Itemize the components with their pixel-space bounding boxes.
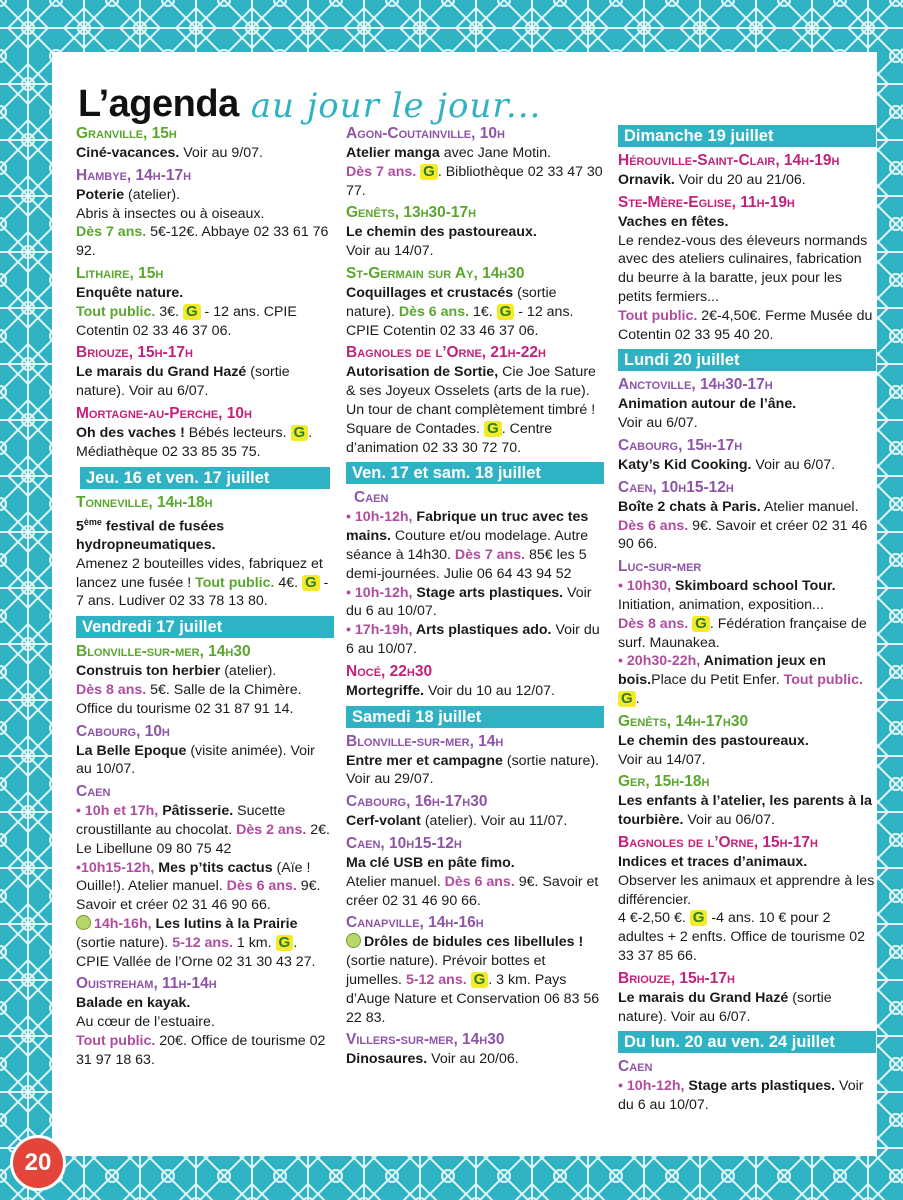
event-title: Ornavik. — [618, 172, 675, 188]
event-text: Initiation, animation, exposition... — [618, 596, 824, 613]
event-text: 9€. Savoir et créer 02 31 46 90 66. — [76, 878, 321, 914]
event-text: Voir du 6 au 10/07. — [346, 584, 592, 620]
event-time: • 17h-19h, — [346, 622, 416, 639]
event-text: Voir du 6 au 10/07. — [618, 1078, 864, 1114]
event-place: Cabourg, 15h-17h — [618, 436, 743, 454]
event-text: Le rendez-vous des éleveurs normands avec des ateliers culinaires, fabrication du beurre à la baratte, jeux pour les petits fermiers... — [618, 232, 868, 305]
event-place: Ouistreham, 11h-14h — [76, 975, 217, 993]
event-title: Construis ton herbier — [76, 663, 221, 680]
event-entry — [346, 124, 604, 200]
event-place: Genêts, 13h30-17h — [346, 204, 477, 222]
age-label: Dès 6 ans. — [398, 303, 470, 320]
event-title: Coquillages et crustacés — [346, 284, 514, 301]
age-label: Dès 8 ans. — [618, 615, 689, 632]
event-text: 20€. Office de tourisme 02 31 97 18 63. — [76, 1033, 326, 1068]
event-title: Ciné-vacances. — [76, 145, 180, 161]
event-title: Arts plastiques ado. — [415, 622, 552, 639]
free-g-icon: G — [302, 575, 320, 591]
event-title: Stage arts plastiques. — [416, 584, 564, 601]
event-title: Katy’s Kid Cooking. — [618, 456, 752, 473]
event-place: Cabourg, 16h-17h30 — [346, 793, 488, 811]
event-place: Tonneville, 14h-18h — [76, 493, 213, 511]
column-2 — [346, 124, 604, 1072]
event-entry — [346, 264, 604, 340]
event-text: Voir au 6/07. — [618, 415, 698, 432]
event-place: Caen, 10h15-12h — [618, 478, 734, 496]
event-text: Au cœur de l’estuaire. — [76, 1014, 215, 1031]
event-text: . Bibliothèque 02 33 47 30 77. — [346, 163, 603, 199]
event-place: Caen — [354, 489, 389, 507]
event-title: Le marais du Grand Hazé — [76, 364, 247, 381]
date-banner: Jeu. 16 et ven. 17 juillet — [80, 467, 330, 489]
event-title: Le chemin des pastoureaux. — [618, 732, 809, 749]
event-place: Caen — [618, 1058, 653, 1076]
free-g-icon: G — [618, 691, 636, 707]
free-g-icon: G — [484, 421, 502, 437]
event-text: 85€ les 5 demi-journées. Julie 06 64 43 94 52 — [346, 546, 587, 582]
event-time: • 10h-12h, — [346, 509, 417, 526]
event-text: Atelier manuel. — [346, 873, 445, 890]
event-text: 4€. — [274, 574, 303, 591]
event-entry — [618, 1057, 876, 1115]
event-text: Observer les animaux et apprendre à les différencier. — [618, 872, 875, 908]
date-banner: Ven. 17 et sam. 18 juillet — [346, 462, 604, 484]
event-time: • 10h-12h, — [618, 1078, 689, 1095]
event-text: Voir du 10 au 12/07. — [424, 682, 555, 699]
event-title: Atelier manga — [346, 145, 440, 161]
event-time: • 10h-12h, — [346, 584, 417, 601]
event-title: Le chemin des pastoureaux. — [346, 224, 537, 241]
event-text: Voir au 14/07. — [618, 751, 706, 768]
event-place: Canapville, 14h-16h — [346, 914, 484, 932]
event-title: Le marais du Grand Hazé — [618, 989, 789, 1006]
event-entry — [76, 722, 334, 780]
page-number-badge: 20 — [10, 1135, 66, 1191]
event-text: 5€-12€. Abbaye 02 33 61 76 92. — [76, 224, 329, 260]
event-place: Bagnoles de l’Orne, 15h-17h — [618, 833, 818, 851]
event-entry — [76, 343, 334, 401]
age-label: Dès 8 ans. — [76, 682, 147, 699]
event-place: Anctoville, 14h30-17h — [618, 376, 773, 394]
event-text: Voir du 20 au 21/06. — [674, 172, 806, 188]
age-label: Dès 7 ans. — [346, 163, 417, 180]
date-banner: Du lun. 20 au ven. 24 juillet — [618, 1031, 876, 1053]
event-entry — [346, 662, 604, 701]
event-text: 2€-4,50€. Ferme Musée du Cotentin 02 33 95 40 20. — [618, 307, 873, 343]
event-title: Animation jeux en bois. — [618, 653, 826, 689]
event-text: - 12 ans. CPIE Cotentin 02 33 46 37 06. — [76, 303, 297, 339]
event-entry — [618, 772, 876, 830]
event-text: Bébés lecteurs. — [184, 424, 287, 441]
event-place: Genêts, 14h-17h30 — [618, 712, 749, 730]
event-text: Abris à insectes ou à oiseaux. — [76, 205, 265, 222]
event-text: (sortie nature). — [76, 934, 173, 951]
event-title: Les lutins à la Prairie — [155, 916, 298, 933]
event-title: Autorisation de Sortie, — [346, 364, 499, 381]
event-entry — [618, 375, 876, 433]
age-label: Dès 7 ans. — [454, 546, 526, 563]
event-title: festival de fusées hydropneumatiques. — [76, 518, 225, 554]
event-place: Cabourg, 10h — [76, 722, 170, 740]
event-title: Fabrique un truc avec tes mains. — [346, 509, 589, 545]
event-text: Place du Petit Enfer. — [651, 672, 784, 689]
event-title: Dinosaures. — [346, 1051, 428, 1068]
event-text: Square de Contades. — [346, 420, 485, 437]
column-1 — [76, 124, 334, 1073]
date-banner: Lundi 20 juillet — [618, 349, 876, 371]
free-g-icon: G — [291, 425, 309, 441]
event-text: 9€. Savoir et créer 02 31 46 90 66. — [618, 517, 868, 553]
event-text: (sortie nature). Voir au 6/07. — [618, 989, 832, 1025]
event-entry — [76, 264, 334, 340]
event-entry — [618, 478, 876, 554]
event-entry — [76, 642, 334, 718]
event-entry — [346, 1030, 604, 1069]
event-title: Cerf-volant — [346, 813, 421, 830]
page-subtitle: au jour le jour... — [250, 86, 542, 126]
age-label: 5-12 ans. — [172, 934, 233, 951]
event-text: Voir au 20/06. — [427, 1051, 519, 1068]
event-text: Voir au 06/07. — [683, 812, 775, 829]
page-title: L’agenda — [78, 83, 239, 125]
event-place: Caen — [76, 783, 111, 801]
superscript: ème — [83, 516, 102, 527]
event-text: (atelier). — [220, 663, 277, 680]
event-text: Couture et/ou modelage. Autre séance à 14h30. — [346, 528, 589, 563]
event-title: Enquête nature. — [76, 284, 184, 301]
event-title: Ma clé USB en pâte fimo. — [346, 854, 515, 871]
event-text: (Aïe ! Ouille!). Atelier manuel. — [76, 859, 311, 895]
event-text: (sortie nature). Prévoir bottes et jumelles. — [346, 953, 546, 988]
event-place: Agon-Coutainville, 10h — [346, 125, 505, 142]
date-banner: Vendredi 17 juillet — [76, 616, 334, 638]
event-time: • 10h30, — [618, 578, 676, 595]
event-entry — [346, 792, 604, 831]
event-title: Oh des vaches ! — [76, 424, 185, 441]
event-title: Mes p’tits cactus — [158, 859, 273, 876]
event-place: Caen, 10h15-12h — [346, 834, 462, 852]
event-text: Sucette croustillante au chocolat. — [76, 803, 286, 839]
free-g-icon: G — [692, 616, 710, 632]
event-place: Villers-sur-mer, 14h30 — [346, 1031, 505, 1049]
age-label: Dès 6 ans. — [444, 873, 515, 890]
event-entry — [346, 488, 604, 658]
event-text: 3€. — [155, 303, 183, 320]
event-title: Boîte 2 chats à Paris. — [618, 498, 761, 515]
event-entry — [76, 782, 334, 971]
event-text: Voir au 14/07. — [346, 243, 434, 260]
free-g-icon: G — [497, 304, 515, 320]
age-label: 5-12 ans. — [405, 971, 467, 988]
event-text: (sortie nature). — [346, 284, 557, 320]
event-text: 1€. — [469, 303, 497, 320]
event-title: Pâtisserie. — [162, 803, 234, 820]
public-label: Tout public. — [76, 1033, 156, 1050]
event-title: Les enfants à l’atelier, les parents à la tourbière. — [618, 793, 872, 829]
event-title: Balade en kayak. — [76, 995, 191, 1012]
event-text: 2€. Le Libellune 09 80 75 42 — [76, 822, 330, 857]
event-place: Granville, 15h — [76, 125, 177, 142]
public-label: Tout public. — [618, 307, 698, 324]
event-entry — [346, 913, 604, 1027]
event-entry — [346, 203, 604, 261]
public-label: Tout public. — [195, 574, 275, 591]
event-place: Briouze, 15h-17h — [76, 344, 193, 362]
age-label: Dès 7 ans. — [76, 224, 147, 241]
column-3 — [618, 120, 876, 1118]
event-place: Hambye, 14h-17h — [76, 166, 192, 184]
event-entry — [76, 166, 334, 261]
event-text: Voir au 9/07. — [179, 145, 263, 161]
event-place: Briouze, 15h-17h — [618, 969, 735, 987]
event-title: Animation autour de l’âne. — [618, 396, 797, 413]
event-entry — [346, 343, 604, 457]
free-g-icon: G — [690, 910, 708, 926]
event-text: Amenez 2 bouteilles vides, fabriquez et lancez une fusée ! — [76, 555, 323, 591]
event-text: 9€. Savoir et créer 02 31 46 90 66. — [346, 873, 599, 909]
event-time: • 10h et 17h, — [76, 803, 163, 820]
ladybug-icon — [346, 933, 361, 948]
age-label: Dès 2 ans. — [236, 822, 307, 839]
event-text: . Fédération française de surf. Maunakea. — [618, 615, 867, 651]
event-text: . Médiathèque 02 33 85 35 75. — [76, 424, 313, 460]
event-place: Nocé, 22h30 — [346, 662, 433, 680]
event-title: Stage arts plastiques. — [688, 1078, 836, 1095]
event-entry — [346, 732, 604, 790]
page-header — [78, 66, 541, 126]
ladybug-icon — [76, 915, 91, 930]
event-title: La Belle Epoque — [76, 742, 187, 759]
event-text: . CPIE Vallée de l’Orne 02 31 30 43 27. — [76, 934, 316, 970]
event-text: 4 €-2,50 €. — [618, 910, 690, 927]
event-text: Atelier manuel. — [760, 498, 859, 515]
event-entry — [618, 969, 876, 1027]
event-entry — [76, 124, 334, 163]
event-text: . — [635, 690, 640, 707]
event-text: 1 km. — [232, 934, 276, 951]
date-banner: Samedi 18 juillet — [346, 706, 604, 728]
event-place: Blonville-sur-mer, 14h30 — [76, 643, 251, 661]
event-text: (sortie nature). Voir au 29/07. — [346, 752, 600, 788]
free-g-icon: G — [276, 935, 294, 951]
event-text: Cie Joe Sature & ses Joyeux Osselets (arts de la rue). Un tour de chant complètement timbré ! — [346, 364, 596, 418]
event-entry — [76, 404, 334, 462]
event-text: Voir du 6 au 10/07. — [346, 622, 600, 657]
event-title: Vaches en fêtes. — [618, 213, 729, 230]
event-entry — [618, 833, 876, 966]
event-entry — [618, 151, 876, 190]
event-text: . Centre d’animation 02 33 30 72 70. — [346, 420, 553, 456]
event-title: Entre mer et campagne — [346, 752, 503, 769]
event-entry — [76, 493, 334, 612]
free-g-icon: G — [420, 164, 438, 180]
event-entry — [618, 193, 876, 345]
event-text: - 7 ans. Ludiver 02 33 78 13 80. — [76, 574, 329, 610]
event-place: Ste-Mère-Eglise, 11h-19h — [618, 193, 795, 211]
event-title: Indices et traces d’animaux. — [618, 853, 808, 870]
event-text: avec Jane Motin. — [439, 145, 552, 161]
event-text: Voir au 6/07. — [751, 456, 836, 473]
public-label: Tout public. — [76, 303, 156, 320]
event-text: (atelier). Voir au 11/07. — [420, 813, 568, 830]
event-text: 5€. Salle de la Chimère. Office du tourisme 02 31 87 91 14. — [76, 682, 302, 717]
event-place: Luc-sur-mer — [618, 558, 702, 576]
event-title: Skimboard school Tour. — [675, 578, 836, 595]
event-place: Lithaire, 15h — [76, 264, 164, 282]
event-title: Poterie — [76, 186, 125, 203]
event-place: Mortagne-au-Perche, 10h — [76, 404, 252, 422]
event-entry — [346, 834, 604, 910]
event-entry — [618, 557, 876, 709]
event-text: -4 ans. 10 € pour 2 adultes + 2 enfts. Office de tourisme 02 33 37 85 66. — [618, 910, 865, 964]
event-entry — [76, 974, 334, 1069]
free-g-icon: G — [183, 304, 201, 320]
event-text: (atelier). — [124, 186, 181, 203]
event-place: Blonville-sur-mer, 14h — [346, 732, 504, 750]
event-place: Bagnoles de l’Orne, 21h-22h — [346, 344, 546, 362]
event-title: Mortegriffe. — [346, 682, 425, 699]
event-time: 14h-16h, — [94, 916, 156, 933]
event-text: (visite animée). Voir au 10/07. — [76, 742, 315, 778]
event-place: Ger, 15h-18h — [618, 773, 710, 791]
age-label: Dès 6 ans. — [226, 878, 297, 895]
event-text: - 12 ans. CPIE Cotentin 02 33 46 37 06. — [346, 303, 574, 339]
event-title: 5 — [76, 518, 84, 535]
free-g-icon: G — [471, 972, 489, 988]
event-title: Drôles de bidules ces libellules ! — [364, 934, 584, 951]
event-entry — [618, 712, 876, 770]
event-time: •10h15-12h, — [76, 859, 159, 876]
age-label: Dès 6 ans. — [618, 517, 689, 534]
event-entry — [618, 436, 876, 475]
public-label: Tout public. — [783, 672, 863, 689]
event-text: . 3 km. Pays d’Auge Nature et Conservation 06 83 56 22 83. — [346, 971, 600, 1026]
event-text: (sortie nature). Voir au 6/07. — [76, 364, 290, 400]
event-place: Hérouville-Saint-Clair, 14h-19h — [618, 152, 840, 169]
event-time: • 20h30-22h, — [618, 653, 704, 670]
event-place: St-Germain sur Ay, 14h30 — [346, 264, 525, 282]
date-banner: Dimanche 19 juillet — [618, 125, 876, 147]
